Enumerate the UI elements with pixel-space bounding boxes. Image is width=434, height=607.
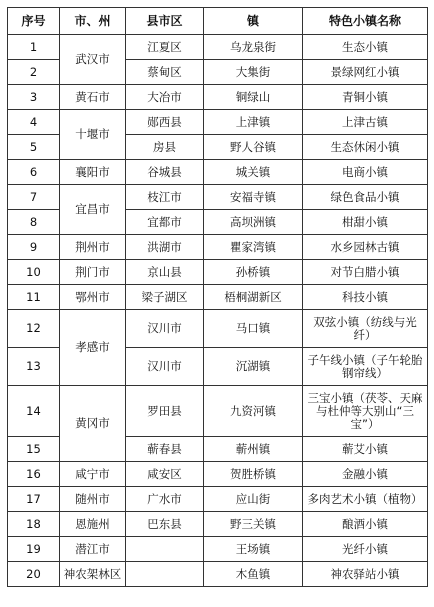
header-county: 县市区 <box>126 8 204 35</box>
header-row <box>8 8 428 35</box>
table-row <box>8 160 428 185</box>
cell-town: 梧桐湖新区 <box>204 285 303 310</box>
cell-town: 安福寺镇 <box>204 185 303 210</box>
cell-county: 郧西县 <box>126 110 204 135</box>
cell-town: 马口镇 <box>204 310 303 348</box>
cell-town: 木鱼镇 <box>204 562 303 587</box>
cell-county: 京山县 <box>126 260 204 285</box>
header-name: 特色小镇名称 <box>303 8 428 35</box>
header-town: 镇 <box>204 8 303 35</box>
cell-county: 宜都市 <box>126 210 204 235</box>
cell-city: 十堰市 <box>60 110 126 160</box>
cell-city: 荆门市 <box>60 260 126 285</box>
cell-county: 谷城县 <box>126 160 204 185</box>
cell-city: 荆州市 <box>60 235 126 260</box>
town-table <box>7 7 428 587</box>
header-city: 市、州 <box>60 8 126 35</box>
table-row <box>8 85 428 110</box>
table-row <box>8 562 428 587</box>
cell-name: 对节白腊小镇 <box>303 260 428 285</box>
table-row <box>8 462 428 487</box>
cell-name: 三宝小镇（茯苓、天麻与杜仲等大别山“三宝”） <box>303 386 428 437</box>
table-row <box>8 110 428 135</box>
cell-town: 沉湖镇 <box>204 348 303 386</box>
cell-name: 子午线小镇（子午轮胎钢帘线） <box>303 348 428 386</box>
cell-name: 景绿网红小镇 <box>303 60 428 85</box>
table-row <box>8 487 428 512</box>
cell-name: 双弦小镇（纺线与光纤） <box>303 310 428 348</box>
cell-city: 黄冈市 <box>60 386 126 462</box>
cell-city: 武汉市 <box>60 35 126 85</box>
cell-seq: 14 <box>8 386 60 437</box>
cell-city: 神农架林区 <box>60 562 126 587</box>
cell-county: 罗田县 <box>126 386 204 437</box>
cell-town: 城关镇 <box>204 160 303 185</box>
table-row <box>8 185 428 210</box>
cell-seq: 6 <box>8 160 60 185</box>
table-row <box>8 537 428 562</box>
cell-county <box>126 562 204 587</box>
cell-town: 孙桥镇 <box>204 260 303 285</box>
table-row <box>8 512 428 537</box>
cell-county: 汉川市 <box>126 310 204 348</box>
cell-seq: 2 <box>8 60 60 85</box>
cell-town: 蕲州镇 <box>204 437 303 462</box>
table-row <box>8 285 428 310</box>
cell-town: 九资河镇 <box>204 386 303 437</box>
table-row <box>8 35 428 60</box>
cell-town: 野三关镇 <box>204 512 303 537</box>
cell-town: 铜绿山 <box>204 85 303 110</box>
cell-city: 恩施州 <box>60 512 126 537</box>
cell-seq: 15 <box>8 437 60 462</box>
cell-city: 咸宁市 <box>60 462 126 487</box>
cell-seq: 11 <box>8 285 60 310</box>
cell-seq: 19 <box>8 537 60 562</box>
cell-county: 蕲春县 <box>126 437 204 462</box>
cell-county: 汉川市 <box>126 348 204 386</box>
table-row <box>8 386 428 437</box>
cell-seq: 17 <box>8 487 60 512</box>
cell-seq: 18 <box>8 512 60 537</box>
cell-town: 贺胜桥镇 <box>204 462 303 487</box>
cell-county <box>126 537 204 562</box>
cell-city: 孝感市 <box>60 310 126 386</box>
cell-town: 乌龙泉街 <box>204 35 303 60</box>
cell-seq: 7 <box>8 185 60 210</box>
cell-name: 上津古镇 <box>303 110 428 135</box>
cell-name: 水乡园林古镇 <box>303 235 428 260</box>
cell-name: 酿酒小镇 <box>303 512 428 537</box>
cell-seq: 3 <box>8 85 60 110</box>
cell-name: 生态小镇 <box>303 35 428 60</box>
cell-county: 广水市 <box>126 487 204 512</box>
cell-seq: 4 <box>8 110 60 135</box>
cell-seq: 16 <box>8 462 60 487</box>
cell-seq: 12 <box>8 310 60 348</box>
cell-name: 金融小镇 <box>303 462 428 487</box>
cell-name: 电商小镇 <box>303 160 428 185</box>
cell-seq: 20 <box>8 562 60 587</box>
cell-county: 洪湖市 <box>126 235 204 260</box>
cell-city: 潜江市 <box>60 537 126 562</box>
cell-town: 上津镇 <box>204 110 303 135</box>
table-row <box>8 235 428 260</box>
cell-seq: 5 <box>8 135 60 160</box>
cell-city: 黄石市 <box>60 85 126 110</box>
cell-county: 蔡甸区 <box>126 60 204 85</box>
cell-city: 鄂州市 <box>60 285 126 310</box>
cell-seq: 8 <box>8 210 60 235</box>
cell-county: 枝江市 <box>126 185 204 210</box>
cell-county: 巴东县 <box>126 512 204 537</box>
cell-name: 蕲艾小镇 <box>303 437 428 462</box>
cell-seq: 1 <box>8 35 60 60</box>
cell-town: 王场镇 <box>204 537 303 562</box>
cell-name: 绿色食品小镇 <box>303 185 428 210</box>
cell-county: 大冶市 <box>126 85 204 110</box>
cell-county: 梁子湖区 <box>126 285 204 310</box>
cell-name: 多肉艺术小镇（植物） <box>303 487 428 512</box>
cell-county: 房县 <box>126 135 204 160</box>
cell-name: 青铜小镇 <box>303 85 428 110</box>
cell-town: 瞿家湾镇 <box>204 235 303 260</box>
cell-town: 野人谷镇 <box>204 135 303 160</box>
cell-name: 生态休闲小镇 <box>303 135 428 160</box>
cell-city: 宜昌市 <box>60 185 126 235</box>
cell-name: 神农驿站小镇 <box>303 562 428 587</box>
cell-town: 应山街 <box>204 487 303 512</box>
cell-city: 襄阳市 <box>60 160 126 185</box>
cell-town: 高坝洲镇 <box>204 210 303 235</box>
cell-name: 科技小镇 <box>303 285 428 310</box>
cell-seq: 10 <box>8 260 60 285</box>
header-seq: 序号 <box>8 8 60 35</box>
cell-name: 光纤小镇 <box>303 537 428 562</box>
table-row <box>8 310 428 348</box>
cell-county: 江夏区 <box>126 35 204 60</box>
cell-city: 随州市 <box>60 487 126 512</box>
cell-seq: 13 <box>8 348 60 386</box>
cell-name: 柑甜小镇 <box>303 210 428 235</box>
cell-town: 大集街 <box>204 60 303 85</box>
cell-county: 咸安区 <box>126 462 204 487</box>
cell-seq: 9 <box>8 235 60 260</box>
table-row <box>8 260 428 285</box>
